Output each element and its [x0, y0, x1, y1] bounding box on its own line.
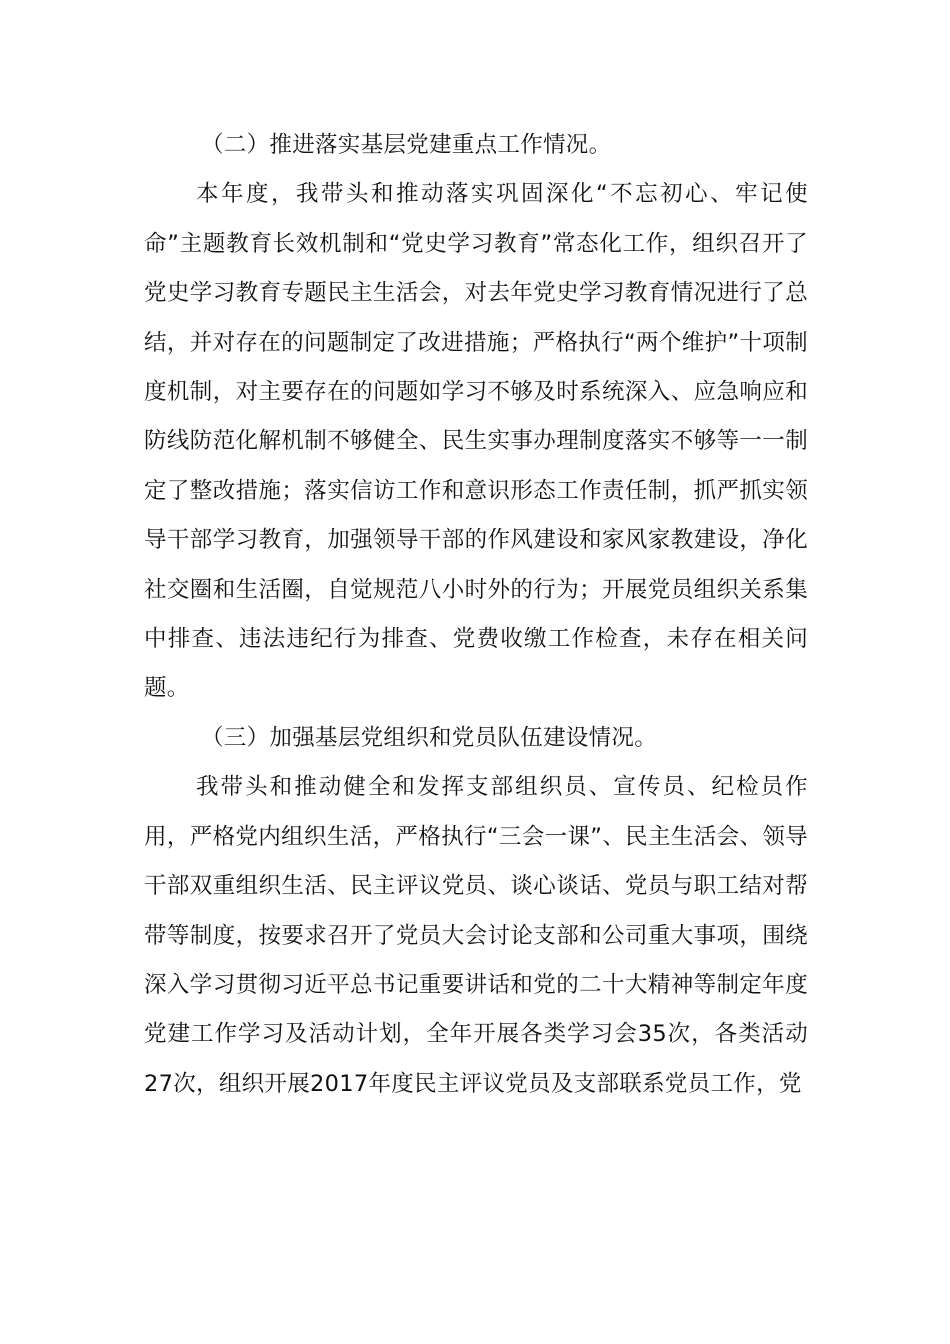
- section-heading-3: （三）加强基层党组织和党员队伍建设情况。: [201, 724, 658, 751]
- section-paragraph-3: 我带头和推动健全和发挥支部组织员、宣传员、纪检员作用，严格党内组织生活，严格执行“三会一课”、民主生活会、领导干部双重组织生活、民主评议党员、谈心谈话、党员与职工结对帮带等制度，按要求召开了党员大会讨论支部和公司重大事项，围绕深入学习贯彻习近平总书记重要讲话和党的二十大精神等制定年度党建工作学习及活动计划，全年开展各类学习会35次，各类活动27次，组织开展2017年度民主评议党员及支部联系党员工作，党: [144, 774, 808, 1097]
- document-body: [144, 121, 808, 1109]
- section-heading-2: （二）推进落实基层党建重点工作情况。: [201, 132, 612, 158]
- section-paragraph-2: 本年度，我带头和推动落实巩固深化“不忘初心、牢记使命”主题教育长效机制和“党史学习教育”常态化工作，组织召开了党史学习教育专题民主生活会，对去年党史学习教育情况进行了总结，并对存在的问题制定了改进措施；严格执行“两个维护”十项制度机制，对主要存在的问题如学习不够及时系统深入、应急响应和防线防范化解机制不够健全、民生实事办理制度落实不够等一一制定了整改措施；落实信访工作和意识形态工作责任制，抓严抓实领导干部学习教育，加强领导干部的作风建设和家风家教建设，净化社交圈和生活圈，自觉规范八小时外的行为；开展党员组织关系集中排查、违法违纪行为排查、党费收缴工作检查，未存在相关问题。: [144, 181, 808, 702]
